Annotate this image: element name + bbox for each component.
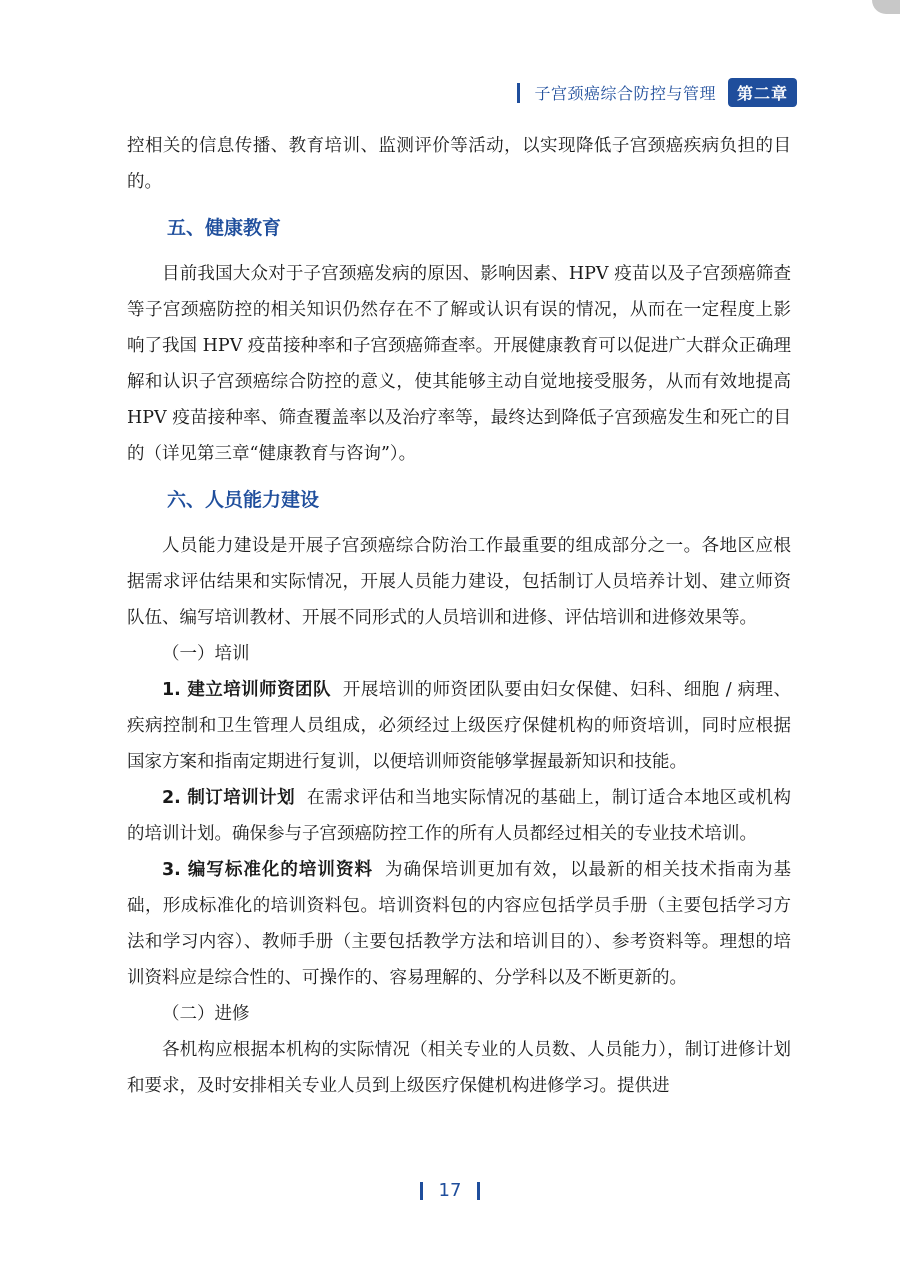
capacity-building-paragraph: 人员能力建设是开展子宫颈癌综合防治工作最重要的组成部分之一。各地区应根据需求评估结果和实际情况，开展人员能力建设，包括制订人员培养计划、建立师资队伍、编写培训教材、开展不同形式的人员培训和进修、评估培训和进修效果等。 (127, 536, 791, 628)
chapter-badge: 第二章 (728, 78, 797, 107)
training-item-1-text: 开展培训的师资团队要由妇女保健、妇科、细胞 / 病理、疾病控制和卫生管理人员组成，必须经过上级医疗保健机构的师资培训，同时应根据国家方案和指南定期进行复训，以便培训师资能够掌握最新知识和技能。 (127, 680, 791, 772)
training-item-2-lead: 2. 制订培训计划 (162, 788, 296, 808)
chapter-title: 子宫颈癌综合防控与管理 (534, 84, 716, 103)
page-footer (0, 1180, 900, 1201)
section-heading-capacity-building: 六、人员能力建设 (167, 489, 320, 511)
running-header (517, 78, 797, 107)
training-item-2-text: 在需求评估和当地实际情况的基础上，制订适合本地区或机构的培训计划。确保参与子宫颈癌防控工作的所有人员都经过相关的专业技术培训。 (127, 788, 791, 844)
health-education-paragraph: 目前我国大众对于子宫颈癌发病的原因、影响因素、HPV 疫苗以及子宫颈癌筛查等子宫颈癌防控的相关知识仍然存在不了解或认识有误的情况，从而在一定程度上影响了我国 HPV 疫苗接种率和子宫颈癌筛查率。开展健康教育可以促进广大群众正确理解和认识子宫颈癌综合防控的意义，使其能够主动自觉地接受服务，从而有效地提高 HPV 疫苗接种率、筛查覆盖率以及治疗率等，最终达到降低子宫颈癌发生和死亡的目的（详见第三章“健康教育与咨询”）。 (127, 264, 791, 464)
training-item-1-lead: 1. 建立培训师资团队 (162, 680, 331, 700)
section-heading-health-education: 五、健康教育 (167, 217, 282, 239)
footer-divider-right (477, 1182, 480, 1200)
page-corner-mark (872, 0, 900, 14)
intro-paragraph: 控相关的信息传播、教育培训、监测评价等活动，以实现降低子宫颈癌疾病负担的目的。 (127, 136, 791, 192)
training-item-3-text: 为确保培训更加有效，以最新的相关技术指南为基础，形成标准化的培训资料包。培训资料包的内容应包括学员手册（主要包括学习方法和学习内容）、教师手册（主要包括教学方法和培训目的）、参考资料等。理想的培训资料应是综合性的、可操作的、容易理解的、分学科以及不断更新的。 (127, 860, 792, 988)
training-item-1 (127, 672, 791, 780)
header-divider (517, 83, 520, 103)
training-item-2 (127, 780, 791, 852)
page-number: 17 (438, 1180, 462, 1201)
page-body (127, 128, 791, 1104)
training-item-3-lead: 3. 编写标准化的培训资料 (162, 860, 373, 880)
advanced-study-paragraph: 各机构应根据本机构的实际情况（相关专业的人员数、人员能力），制订进修计划和要求，及时安排相关专业人员到上级医疗保健机构进修学习。提供进 (127, 1040, 791, 1096)
subsection-heading-training: （一）培训 (162, 644, 250, 664)
training-item-3 (127, 852, 791, 996)
footer-divider-left (420, 1182, 423, 1200)
subsection-heading-advanced-study: （二）进修 (162, 1004, 250, 1024)
